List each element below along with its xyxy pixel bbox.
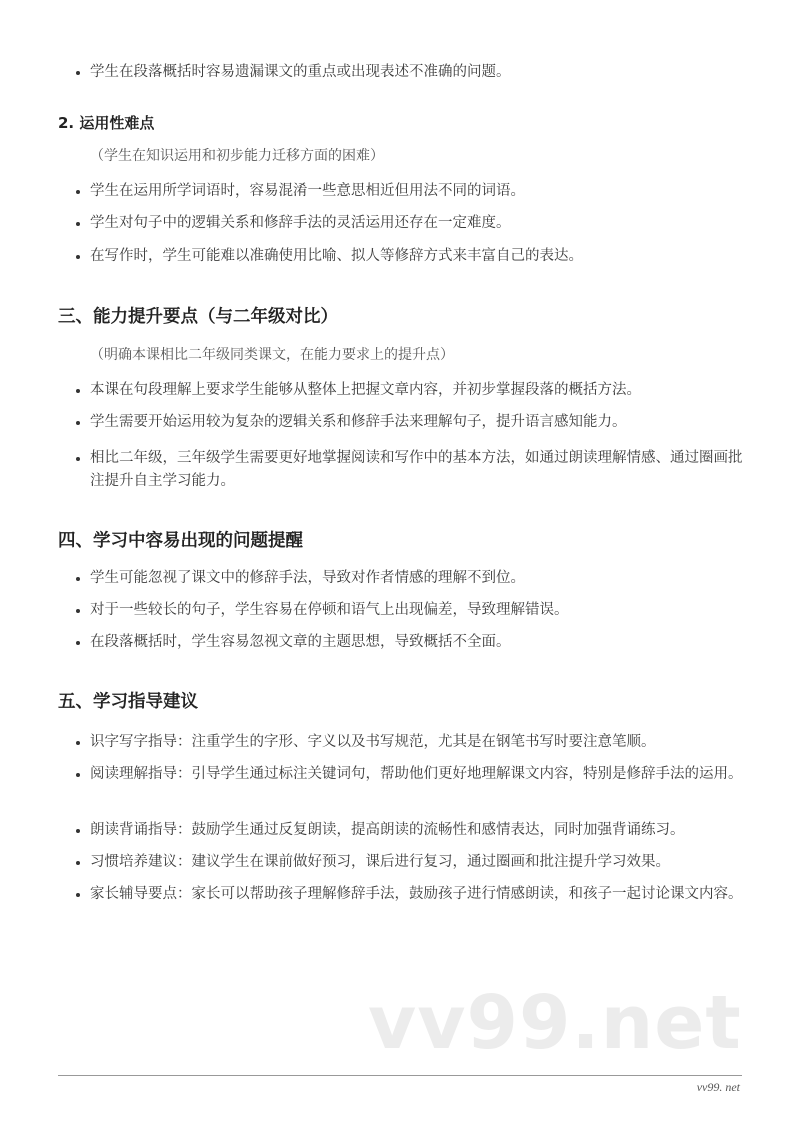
list-item: 学生在段落概括时容易遗漏课文的重点或出现表述不准确的问题。 — [76, 61, 750, 84]
list-item: 本课在句段理解上要求学生能够从整体上把握文章内容，并初步掌握段落的概括方法。 — [76, 379, 750, 402]
list-item: 习惯培养建议：建议学生在课前做好预习，课后进行复习，通过圈画和批注提升学习效果。 — [76, 851, 750, 874]
list-item: 学生在运用所学词语时，容易混淆一些意思相近但用法不同的词语。 — [76, 180, 750, 203]
list-item: 学生对句子中的逻辑关系和修辞手法的灵活运用还存在一定难度。 — [76, 212, 750, 235]
list-item: 在段落概括时，学生容易忽视文章的主题思想，导致概括不全面。 — [76, 631, 750, 654]
section-heading: 五、学习指导建议 — [58, 692, 198, 712]
footer-text: vv99. net — [696, 1080, 740, 1094]
subsection-title: 2. 运用性难点 — [58, 114, 155, 132]
list-item: 对于一些较长的句子，学生容易在停顿和语气上出现偏差，导致理解错误。 — [76, 599, 750, 622]
section-note: （明确本课相比二年级同类课文，在能力要求上的提升点） — [90, 347, 454, 363]
watermark: vv99.net — [368, 980, 742, 1066]
list-item: 学生需要开始运用较为复杂的逻辑关系和修辞手法来理解句子，提升语言感知能力。 — [76, 411, 750, 434]
subsection-note: （学生在知识运用和初步能力迁移方面的困难） — [90, 148, 384, 164]
list-item: 阅读理解指导：引导学生通过标注关键词句，帮助他们更好地理解课文内容，特别是修辞手法的运用。 — [76, 763, 750, 786]
list-item: 学生可能忽视了课文中的修辞手法，导致对作者情感的理解不到位。 — [76, 567, 750, 590]
list-item: 朗读背诵指导：鼓励学生通过反复朗读，提高朗读的流畅性和感情表达，同时加强背诵练习。 — [76, 819, 750, 842]
list-item: 相比二年级，三年级学生需要更好地掌握阅读和写作中的基本方法，如通过朗读理解情感、通过圈画批注提升自主学习能力。 — [76, 447, 750, 493]
list-item: 家长辅导要点：家长可以帮助孩子理解修辞手法，鼓励孩子进行情感朗读，和孩子一起讨论课文内容。 — [76, 883, 750, 906]
footer-divider — [58, 1075, 742, 1076]
section-heading: 四、学习中容易出现的问题提醒 — [58, 531, 303, 551]
section-heading: 三、能力提升要点（与二年级对比） — [58, 307, 338, 327]
list-item: 在写作时，学生可能难以准确使用比喻、拟人等修辞方式来丰富自己的表达。 — [76, 245, 750, 268]
list-item: 识字写字指导：注重学生的字形、字义以及书写规范，尤其是在钢笔书写时要注意笔顺。 — [76, 731, 750, 754]
